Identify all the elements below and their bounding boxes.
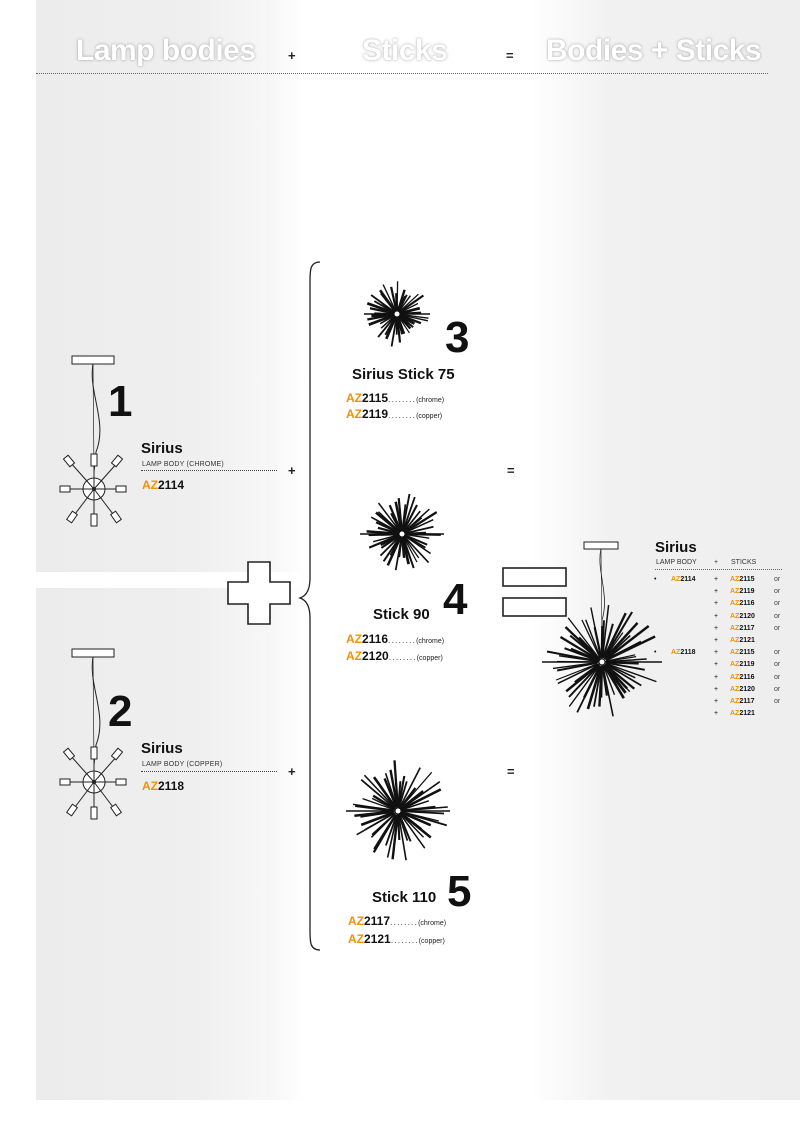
stick-code-2119: AZ2119........(copper): [346, 407, 443, 421]
row-plus: +: [714, 624, 719, 632]
body-code-2: AZ2118: [142, 779, 185, 793]
combination-row: [654, 599, 784, 609]
body-plus-2: +: [288, 764, 296, 779]
row-or: or: [774, 588, 781, 596]
combination-row: [654, 685, 784, 695]
row-plus: +: [714, 673, 719, 681]
row-plus: +: [714, 710, 719, 718]
stick-name-5: Stick 110: [372, 889, 437, 906]
equals-sign-2: =: [507, 764, 515, 779]
row-stick-code: AZ2121: [730, 637, 755, 644]
row-or: or: [774, 698, 781, 705]
row-plus: +: [714, 637, 719, 644]
combination-row: [654, 587, 784, 597]
row-stick-code: AZ2120: [730, 612, 755, 620]
row-plus: +: [714, 612, 719, 620]
stick-90-image: [354, 486, 450, 582]
equals-sign-1: =: [507, 463, 515, 478]
col-plus: +: [714, 559, 719, 566]
row-or: or: [774, 576, 781, 583]
row-or: or: [774, 600, 781, 608]
combination-row: [654, 648, 784, 658]
left-panel-background: [36, 0, 266, 1100]
stick-number-5: 5: [447, 867, 472, 916]
stick-110-image: [342, 755, 454, 867]
row-plus: +: [714, 649, 719, 657]
combination-row: [654, 660, 784, 670]
header-equals: =: [506, 48, 514, 63]
row-stick-code: AZ2120: [730, 685, 755, 693]
body-code-1: AZ2114: [142, 478, 185, 492]
stick-75-image: [358, 275, 436, 353]
body-number-1: 1: [108, 377, 133, 426]
row-stick-code: AZ2116: [730, 600, 755, 608]
row-plus: +: [714, 685, 719, 693]
row-stick-code: AZ2119: [730, 588, 755, 596]
combination-title: Sirius: [655, 539, 697, 556]
row-stick-code: AZ2115: [730, 649, 755, 657]
body-subtitle-2: LAMP BODY (COPPER): [142, 761, 223, 768]
row-body-code: AZ2114: [671, 576, 696, 583]
body-subtitle-1: LAMP BODY (CHROME): [142, 461, 224, 468]
combination-row: [654, 697, 784, 707]
body-name-1: Sirius: [141, 440, 183, 457]
header-sticks: Sticks: [362, 34, 448, 67]
combination-row: [654, 673, 784, 683]
header-lamp-bodies: Lamp bodies: [76, 34, 256, 67]
row-or: or: [774, 685, 781, 693]
stick-code-2121: AZ2121........(copper): [348, 932, 445, 946]
row-bullet: •: [654, 576, 657, 583]
col-lamp-body: LAMP BODY: [656, 559, 697, 566]
row-plus: +: [714, 588, 719, 596]
stick-code-2116: AZ2116........(chrome): [346, 632, 445, 646]
combined-lamp-image: [538, 540, 666, 736]
stick-code-2117: AZ2117........(chrome): [348, 914, 447, 928]
row-stick-code: AZ2116: [730, 673, 755, 681]
stick-number-3: 3: [445, 313, 470, 362]
header-plus: +: [288, 48, 296, 63]
combination-row: [654, 636, 784, 646]
curly-brace-icon: [296, 258, 326, 954]
table-rule: [655, 569, 782, 570]
stick-number-4: 4: [443, 575, 468, 624]
row-plus: +: [714, 661, 719, 669]
row-plus: +: [714, 698, 719, 705]
header-bodies-sticks: Bodies + Sticks: [546, 34, 762, 67]
body-plus-1: +: [288, 463, 296, 478]
stick-name-3: Sirius Stick 75: [352, 366, 455, 383]
row-stick-code: AZ2119: [730, 661, 755, 669]
col-sticks: STICKS: [731, 559, 757, 566]
row-or: or: [774, 661, 781, 669]
row-bullet: •: [654, 649, 657, 657]
body-rule-2: [141, 771, 277, 772]
body-rule-1: [141, 470, 277, 471]
stick-code-2115: AZ2115........(chrome): [346, 391, 445, 405]
row-or: or: [774, 649, 781, 657]
body-name-2: Sirius: [141, 740, 183, 757]
row-plus: +: [714, 600, 719, 608]
stick-name-4: Stick 90: [373, 606, 430, 623]
combination-row: [654, 612, 784, 622]
row-stick-code: AZ2117: [730, 624, 755, 632]
row-or: or: [774, 624, 781, 632]
combination-row: [654, 624, 784, 634]
body-number-2: 2: [108, 687, 133, 736]
stick-code-2120: AZ2120........(copper): [346, 649, 443, 663]
row-body-code: AZ2118: [671, 649, 696, 657]
row-stick-code: AZ2115: [730, 576, 755, 583]
row-plus: +: [714, 576, 719, 583]
row-stick-code: AZ2121: [730, 710, 755, 718]
big-plus-icon: [226, 560, 292, 626]
row-or: or: [774, 612, 781, 620]
combination-row: [654, 575, 784, 585]
row-or: or: [774, 673, 781, 681]
header-rule: [36, 73, 768, 74]
combination-row: [654, 709, 784, 719]
row-stick-code: AZ2117: [730, 698, 755, 705]
